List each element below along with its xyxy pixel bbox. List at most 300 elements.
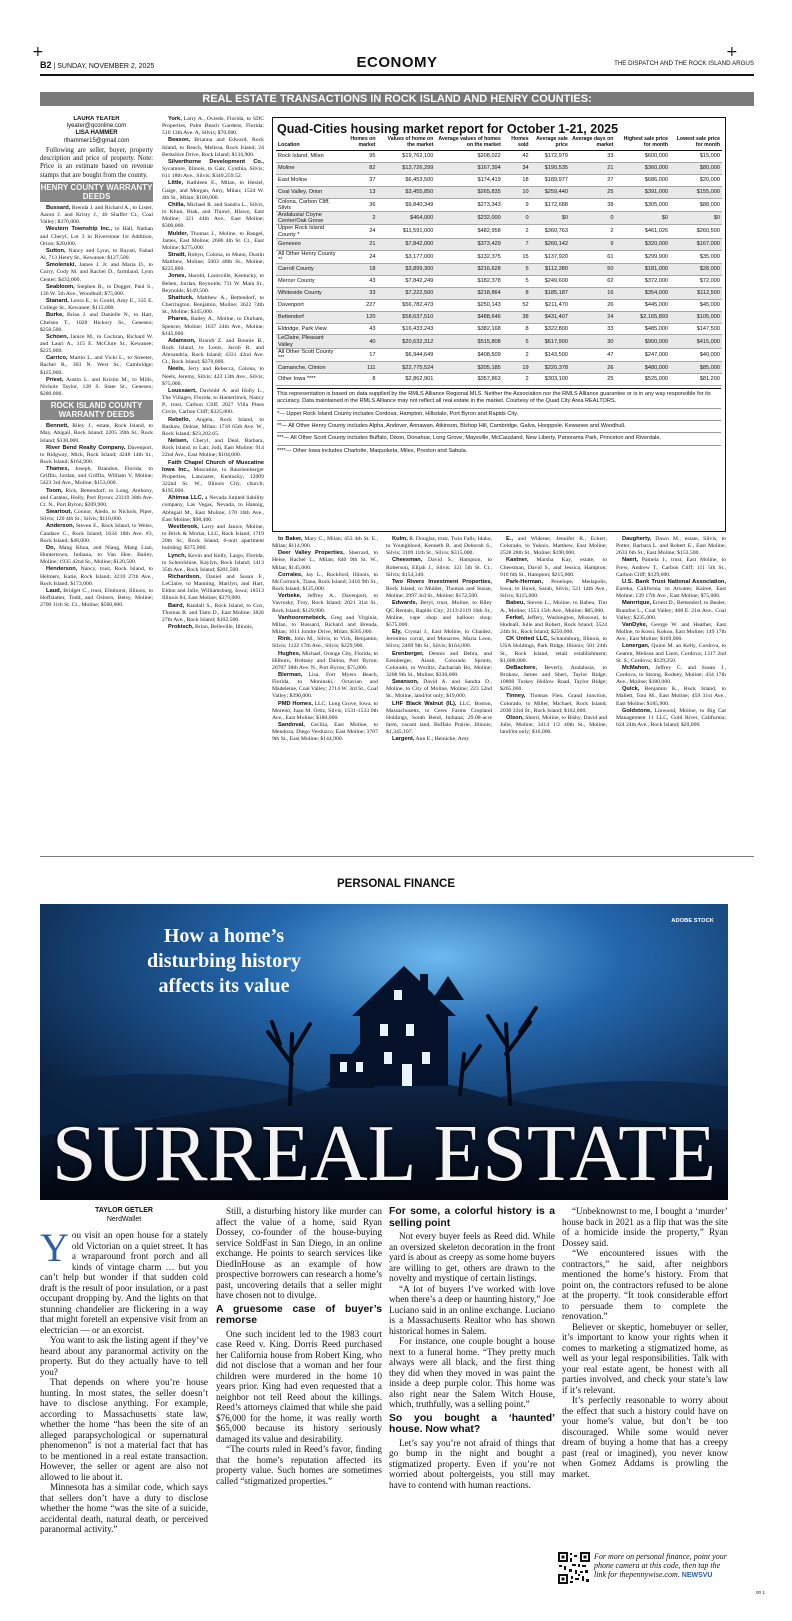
table-cell: $132,375 bbox=[435, 250, 502, 263]
table-cell: 52 bbox=[503, 299, 531, 311]
entry-seller: Beason, bbox=[168, 137, 191, 144]
table-title: Quad-Cities housing market report for October 1-21, 2025 bbox=[277, 122, 619, 136]
entry-seller: Western Township Inc., bbox=[46, 226, 113, 233]
table-cell: 26 bbox=[570, 362, 616, 374]
transaction-entry: Deer Valley Properties, Sherrard, to Heise, Rachel L., Milan; 840 9th St. W., Milan; $145,000. bbox=[272, 550, 378, 571]
column-header: Highest sale price for month bbox=[615, 136, 670, 151]
entry-seller: Mulder, bbox=[168, 230, 188, 237]
table-cell: 2 bbox=[503, 225, 531, 238]
article-paragraph: Not every buyer feels as Reed did. While an oversized skeleton decoration in the front yard is about as creepy as some home buyers are willing to get, others are drawn to the novelty and mystique of certain listings. bbox=[389, 1231, 555, 1283]
transaction-entry: U.S. Bank Trust National Association, Eureka, California, to Atwater, Kairee, East Moline; 139 17th Ave., East Moline; $75,000. bbox=[616, 578, 726, 600]
entry-seller: Two Rivers Investment Properties, bbox=[392, 578, 492, 585]
listing-column-1 bbox=[40, 116, 153, 846]
transaction-entry: Henderson, Nancy, trust, Rock Island, to Helmers, Katie, Rock Island; 4210 27th Ave., Rock Island; $173,000. bbox=[40, 566, 153, 587]
table-cell: $3,455,850 bbox=[377, 186, 435, 198]
article-column-2 bbox=[216, 1206, 382, 1606]
table-cell: $260,142 bbox=[531, 238, 570, 250]
table-cell: 0 bbox=[570, 211, 616, 224]
entry-seller: Lynch, bbox=[168, 552, 187, 559]
table-row bbox=[276, 374, 722, 386]
listing-column-2 bbox=[162, 116, 264, 846]
entry-seller: Loussaert, bbox=[168, 387, 197, 394]
transaction-entry: Goldstone, Linwood, Moline, to Big Cat Management 11 LLC, Gold River, California; 624 24th Ave., Rock Island; $20,000. bbox=[616, 707, 726, 729]
table-cell: 5 bbox=[503, 264, 531, 276]
table-cell: 10 bbox=[503, 186, 531, 198]
table-cell: $360,000 bbox=[615, 162, 670, 174]
table-cell: Carroll County bbox=[276, 264, 342, 276]
entry-seller: Richardson, bbox=[168, 574, 201, 580]
transaction-entry: Nelsen, Cheryl, and Deal, Barbara, Rock Island, to Lair, Jodi, East Moline; 914 22nd Ave., East Moline; $104,000. bbox=[162, 438, 264, 459]
footnote: ****— Other Iowa includes Charlotte, Maquoketa, Miles, Preston and Sabula. bbox=[277, 445, 721, 457]
table-cell: $218,864 bbox=[435, 287, 502, 299]
masthead bbox=[40, 52, 754, 76]
qr-code[interactable] bbox=[558, 1552, 590, 1584]
transaction-entry: CK United LLC, Schaumburg, Illinois, to USA Holdings, Park Ridge, Illinois; 501 24th St., Rock Island, retail establishment; $1,688,000. bbox=[500, 636, 607, 664]
table-cell: 227 bbox=[342, 299, 377, 311]
table-cell: 43 bbox=[342, 275, 377, 287]
table-cell: Rock Island, Milan bbox=[276, 151, 342, 163]
entry-seller: Sutton, bbox=[46, 247, 66, 254]
haunted-house-illustration bbox=[40, 904, 728, 1200]
author-email: lyeater@qconline.com bbox=[66, 123, 127, 130]
table-cell: $259,440 bbox=[531, 186, 570, 198]
article-author: TAYLOR GETLER bbox=[95, 1207, 153, 1214]
transaction-entry: Western Township Inc., to Hall, Nathan and Cheryl, Lot 3 in Riverstone 1st Addition, Orion; $20,000. bbox=[40, 226, 153, 247]
issue-date: SUNDAY, NOVEMBER 2, 2025 bbox=[57, 63, 155, 70]
transaction-entry: Bussard, Brenda J. and Richard A., to Lister, Aaron J. and Kristy J., 40 Shaffer Ct., Coal Valley; $370,000. bbox=[40, 205, 153, 226]
transaction-entry: Chilla, Michael R. and Sandra L., Silvis, to Khun, Biak, and Thiawl, Hlawn, East Moline; 321 44th Ave., East Moline; $300,000. bbox=[162, 201, 264, 230]
table-cell: 25 bbox=[570, 374, 616, 386]
article-paragraph bbox=[40, 1225, 208, 1335]
footnote: *— Upper Rock Island County includes Cordova, Hampton, Hillsdale, Port Byron and Rapids City. bbox=[277, 408, 721, 420]
transaction-entry: Ely, Crystal J., East Moline, to Chaidez, Jeronimo corral, and Monarres, Maria Leon, Silvis; 2409 9th St., Silvis; $164,000. bbox=[386, 629, 492, 650]
entry-seller: Schoen, bbox=[46, 333, 69, 340]
entry-seller: Shattuck, bbox=[168, 294, 194, 301]
transaction-entry: Kastner, Marsha Kay, estate, to Cheesman, David S., and Jessica, Hampton; 916 6th St., Hampton; $215,000. bbox=[500, 557, 607, 578]
table-cell: $7,842,000 bbox=[377, 238, 435, 250]
entry-seller: Tinney, bbox=[506, 693, 526, 700]
table-cell: $485,000 bbox=[615, 323, 670, 335]
column-header: Average sale price bbox=[531, 136, 570, 151]
table-row bbox=[276, 299, 722, 311]
table-cell: 19 bbox=[503, 362, 531, 374]
entry-seller: Verbeke, bbox=[278, 593, 302, 600]
table-cell: 2 bbox=[503, 374, 531, 386]
table-cell: $220,378 bbox=[531, 362, 570, 374]
column-header: Average values of homes on the market bbox=[435, 136, 502, 151]
table-row bbox=[276, 275, 722, 287]
table-cell: Davenport bbox=[276, 299, 342, 311]
transaction-entry: Babeu, Steven L., Moline, to Babeu, Tim A., Moline; 1553 15th Ave., Moline; $85,000. bbox=[500, 600, 607, 614]
entry-seller: Silverthorne Development Co., bbox=[168, 158, 264, 165]
article-column-1 bbox=[40, 1206, 208, 1606]
transaction-entry: Baird, Randall S., Rock Island, to Cox, Thomas R. and Tami D., East Moline; 3826 27th Ave., Rock Island; $102,500. bbox=[162, 602, 264, 623]
table-cell: $3,899,300 bbox=[377, 264, 435, 276]
table-cell: $81,200 bbox=[670, 374, 722, 386]
entry-seller: Ferkel, bbox=[506, 614, 525, 621]
table-cell: 25 bbox=[570, 186, 616, 198]
transaction-entry: Jones, Harold, Louisville, Kentucky, to Behen, Jordan, Reynolds; 711 W. Main St., Reynolds; $149,500. bbox=[162, 273, 264, 294]
entry-seller: Baird, bbox=[168, 602, 185, 609]
table-row bbox=[276, 311, 722, 323]
article-paragraph: “A lot of buyers I’ve worked with love when there’s a deep or haunting history,” Joe Luciano said in an online exchange. Luciano is a Massachusetts Realtor who has shown historical homes in Salem. bbox=[389, 1283, 555, 1336]
table-row bbox=[276, 198, 722, 211]
transaction-entry: Tinney, Thomas Flen, Grand Junction, Colorado, to Miller, Michael, Rock Island; 2030 33rd St., Rock Island; $162,000. bbox=[500, 693, 607, 714]
transaction-entry: York, Larry A., Oviedo, Florida, to SDC Properties, Palm Beach Gardens, Florida; 510 13th Ave. A, Silvis; $70,000. bbox=[162, 116, 264, 137]
transaction-entry: Little, Kathleen E., Milan, to Hetzel, Gaige, and Morgan, Amy, Milan; 1524 W. 4th St., Milan; $180,000. bbox=[162, 180, 264, 201]
entry-seller: Chilla, bbox=[168, 201, 186, 208]
table-cell: 27 bbox=[570, 174, 616, 186]
housing-market-report bbox=[272, 117, 726, 532]
entry-seller: Seabloom, bbox=[46, 283, 75, 290]
table-cell: $3,177,000 bbox=[377, 250, 435, 263]
table-row bbox=[276, 174, 722, 186]
table-cell: $464,000 bbox=[377, 211, 435, 224]
entry-seller: Kastner, bbox=[506, 557, 529, 564]
page-info: B2 | SUNDAY, NOVEMBER 2, 2025 bbox=[40, 60, 155, 70]
table-cell: Moline bbox=[276, 162, 342, 174]
table-cell: $482,958 bbox=[435, 225, 502, 238]
transaction-entry: McMahon, Jeffrey C. and Susan J., Cordova, to Strong, Rodney, Moline; 434 17th Ave., Moline; $180,000. bbox=[616, 664, 726, 686]
table-cell: 47 bbox=[570, 348, 616, 361]
listing-column-3 bbox=[272, 536, 378, 846]
author-email: rlhammer15@gmail.com bbox=[63, 137, 130, 144]
table-cell: 37 bbox=[342, 174, 377, 186]
table-cell: $320,000 bbox=[615, 238, 670, 250]
transaction-entry: DeBackere, Beverly, Andalusia, to Brokaw, James and Sheri, Taylor Ridge; 10808 Turkey Hollow Road, Taylor Ridge; $265,000. bbox=[500, 664, 607, 693]
table-cell: $143,500 bbox=[531, 348, 570, 361]
table-cell: 9 bbox=[503, 198, 531, 211]
subheading: A gruesome case of buyer’s remorse bbox=[216, 1303, 382, 1326]
table-cell: $80,000 bbox=[670, 162, 722, 174]
entry-seller: Henderson, bbox=[46, 566, 78, 573]
transaction-entry: Anderson, Steven E., Rock Island, to Weiss, Candace C., Rock Island; 1634 18th Ave. #3, Rock Island; $48,000. bbox=[40, 523, 153, 544]
table-cell: $137,920 bbox=[531, 250, 570, 263]
transaction-entry: Stanard, Leora E., to Gould, Amy E., 335 E. College St., Kewanee; $115,000. bbox=[40, 298, 153, 312]
table-cell: $0 bbox=[531, 211, 570, 224]
entry-seller: Naert, bbox=[622, 557, 639, 564]
table-cell: $105,000 bbox=[670, 311, 722, 323]
transaction-entry: Swartout, Connor, Aledo, to Nichols, Piper, Silvis; 120 4th St., Silvis; $110,000. bbox=[40, 509, 153, 523]
transaction-entry: Neels, Jerry and Rebecca, Colona, to Neels, Jeremy, Silvis; 423 13th Ave., Silvis; $75,000. bbox=[162, 366, 264, 387]
registration-mark: + bbox=[726, 44, 738, 60]
table-cell: $19,762,100 bbox=[377, 151, 435, 163]
table-cell: $408,509 bbox=[435, 348, 502, 361]
table-row bbox=[276, 151, 722, 163]
transaction-entry: Kulm, R. Douglas, trust, Twin Falls, Idaho, to Youngblood, Kenneth R. and Deborah S., Silvis; 3109 11th St., Silvis; $315,000. bbox=[386, 536, 492, 557]
kicker-headline: How a home’s disturbing history affects its value bbox=[147, 925, 301, 997]
table-cell: $250,143 bbox=[435, 299, 502, 311]
transaction-entry: Loussaert, Davbidd A. and Holly L., The Villages, Florida, to Hamerlinck, Nancy P., trust, Carbon Cliff; 2027 Villa Pines Circle, Carbon Cliff; $325,000. bbox=[162, 387, 264, 416]
table-disclaimer: This representation is based on data supplied by the RMLS Alliance Regional MLS. Neither the Association nor the RMLS Alliance guarantee or is in any way responsible for its accuracy. Data maintained in the RMLS Alliance may not reflect all real estate in the market. Courtesy of the Quad City Area REALTORS. bbox=[277, 388, 721, 408]
transaction-entry: Swanson, David A. and Sandra D., Moline, to City of Moline, Moline; 223 52nd St., Moline, land/lot only; $19,000. bbox=[386, 679, 492, 700]
article-paragraph: “We encountered issues with the contractors,” he said, after neighbors mentioned the home’s history. From that point on, the contractors refused to be alone at the property. “It took considerable effort to persuade them to complete the renovation.” bbox=[562, 1248, 728, 1321]
transaction-entry: Hughes, Michael, Orange City, Florida, to Hilburn, Brittany and Dalton, Port Byron; 20707 38th Ave. N., Port Byron; $75,000. bbox=[272, 650, 378, 671]
table-cell: 8 bbox=[503, 287, 531, 299]
table-cell: $40,000 bbox=[670, 348, 722, 361]
table-cell: $72,000 bbox=[670, 275, 722, 287]
table-cell: $0 bbox=[670, 211, 722, 224]
entry-seller: Faith Chapel Church of Muscatine Iowa Inc., bbox=[162, 459, 264, 473]
table-cell: $299,900 bbox=[615, 250, 670, 263]
transaction-entry: Shattuck, Matthew A., Bettendorf, to Cherrington, Benjamin, Moline; 3622 74th St., Moline; $345,000. bbox=[162, 294, 264, 316]
table-cell: 5 bbox=[503, 275, 531, 287]
table-cell: $488,646 bbox=[435, 311, 502, 323]
transaction-entry: Largent, Ann E.; Heinicke, Amy bbox=[392, 736, 470, 743]
table-cell: Mercer County bbox=[276, 275, 342, 287]
table-cell: $56,782,473 bbox=[377, 299, 435, 311]
table-cell: $167,000 bbox=[670, 238, 722, 250]
entry-seller: Stradt, bbox=[168, 251, 187, 258]
entry-seller: Burke, bbox=[46, 312, 64, 319]
transaction-entry: Corrales, Jay L., Rockford, Illinois, to McCormick, Tiana, Rock Island; 3416 9th St., Rock Island; $125,000. bbox=[272, 571, 378, 593]
transaction-entry: Richardson, Daniel and Susan F., LeClaire, to Manning, Marilyn, and Hart, Eldon and Julie, Williamsburg, Iowa; 18513 Illinois 84, East Moline; $379,000. bbox=[162, 574, 264, 602]
transaction-entry: Prokisch, Brian, Belleville, Illinois, bbox=[168, 624, 254, 631]
table-cell: 33 bbox=[342, 287, 377, 299]
entry-seller: Priest, bbox=[46, 376, 64, 383]
table-cell: $391,000 bbox=[615, 186, 670, 198]
entry-seller: River Bend Realty Company, bbox=[46, 444, 126, 451]
transaction-entry: Daugherty, Dawn M., estate, Silvis, to Potter, Barbara L. and Robert E., East Moline; 2633 6th St., East Moline; $153,500. bbox=[616, 536, 726, 557]
table-cell: $273,343 bbox=[435, 198, 502, 211]
transaction-entry: Stradt, Robyn, Colona, to Munn, Dustin Matthew, Moline; 5003 48th St., Moline; $225,800. bbox=[162, 251, 264, 273]
table-row bbox=[276, 225, 722, 238]
transaction-entry: Verbeke, Jeffrey A., Davenport, to Vavrosky, Troy, Rock Island; 2021 31st St., Rock Island; $129,900. bbox=[272, 593, 378, 614]
table-cell: $185,187 bbox=[531, 287, 570, 299]
table-cell: $515,808 bbox=[435, 335, 502, 348]
table-cell: $354,000 bbox=[615, 287, 670, 299]
transactions-banner: REAL ESTATE TRANSACTIONS IN ROCK ISLAND AND HENRY COUNTIES: bbox=[40, 92, 754, 106]
table-cell: $20,632,312 bbox=[377, 335, 435, 348]
transaction-entry: Carrico, Martin L. and Vicki L., to Streeter, Rachel R., 303 N. West St., Cambridge; $125,000. bbox=[40, 355, 153, 376]
transaction-entry: Park-Herman, Penelope, Medapolis, Iowa, to Hawk, Sarah, Silvis; 521 14th Ave., Silvis; $115,000. bbox=[500, 578, 607, 600]
table-cell: $112,500 bbox=[670, 287, 722, 299]
table-cell: $182,378 bbox=[435, 275, 502, 287]
table-cell: $174,419 bbox=[435, 174, 502, 186]
article-paragraph: That depends on where you’re house hunting. In most states, the seller doesn’t have to disclose anything. For example, according to Massachusetts state law, whether the home “has been the site of an alleged parapsychological or supernatural phenomenon” is not a material fact that has to be mentioned in a real estate transaction. However, the seller or agent are also not allowed to lie about it. bbox=[40, 1377, 208, 1482]
table-cell: $247,000 bbox=[615, 348, 670, 361]
article-paragraph: “Unbeknownst to me, I bought a ‘murder’ house back in 2021 as a flip that was the site of a homicide inside the property,” Ryan Dossey said. bbox=[562, 1206, 728, 1248]
transaction-entry: Bennett, Riley J., estate, Rock Island, to May, Abigail, Rock Island; 2205 39th St., Rock Island; $130,000. bbox=[40, 423, 153, 444]
entry-seller: Stanard, bbox=[46, 298, 69, 305]
transaction-entry: Olson, Sherri, Moline, to Bisby, David and Julie, Moline; 3414 1/2 40th St., Moline, land/lot only; $16,000. bbox=[500, 714, 607, 736]
entry-seller: Rink, bbox=[278, 636, 292, 643]
author-name: LAURA YEATER bbox=[73, 116, 120, 122]
table-cell: Coal Valley, Orion bbox=[276, 186, 342, 198]
table-cell: Andalusia/ Coyne Center/Oak Grove bbox=[276, 211, 342, 224]
table-cell: $232,000 bbox=[435, 211, 502, 224]
transaction-entry: Ferkel, Jeffery, Washington, Missouri, to Hudnall, Julie and Robert, Rock Island; 3524 24th St., Rock Island; $250,000. bbox=[500, 614, 607, 636]
transaction-entry: Quick, Benjamin K., Rock Island, to Mallett, Toni M., East Moline; 459 31st Ave., East Moline; $185,900. bbox=[616, 686, 726, 707]
entry-seller: Olson, bbox=[506, 714, 524, 721]
transaction-entry: Erenberger, Dennis and Debra, and Erenberger, Aleah, Colorado Sprints, Colorado, to Worlitz, Zachariah Bo, Moline; 3208 9th St., Moline; $330,000. bbox=[386, 650, 492, 678]
table-cell: $58,637,510 bbox=[377, 311, 435, 323]
transaction-entry: Do, Mang Khua, and Niang, Mang Lian, Huntertown, Indiana, to Van Hoe, Bailey, Moline; 1935 42nd St., Moline; $120,500. bbox=[40, 544, 153, 566]
column-header: Average days on market bbox=[570, 136, 616, 151]
table-cell: $7,842,249 bbox=[377, 275, 435, 287]
transaction-entry: Beason, Brianna and Edward, Rock Island, to Beach, Melissa, Rock Island; 24 Berkshire Drive, Rock Island; $134,900. bbox=[162, 137, 264, 158]
table-cell: $190,535 bbox=[531, 162, 570, 174]
footnote: **— All Other Henry County includes Alpha, Andover, Annawan, Atkinson, Bishop Hill, Cambridge, Galva, Hooppole, Kewanee and Woodhull. bbox=[277, 420, 721, 432]
entry-seller: Little, bbox=[168, 180, 184, 187]
table-cell: 34 bbox=[503, 162, 531, 174]
table-cell: 21 bbox=[342, 238, 377, 250]
article-column-4 bbox=[562, 1206, 728, 1550]
table-cell: Geneseo bbox=[276, 238, 342, 250]
entry-seller: Largent, bbox=[392, 736, 415, 743]
personal-finance-header: PERSONAL FINANCE bbox=[337, 878, 455, 890]
entry-seller: PMD Homes, bbox=[278, 700, 313, 707]
entry-seller: Anderson, bbox=[46, 523, 75, 530]
table-cell: $431,407 bbox=[531, 311, 570, 323]
section-header-henry: HENRY COUNTY WARRANTY DEEDS bbox=[40, 183, 153, 201]
table-cell: $172,979 bbox=[531, 151, 570, 163]
table-row bbox=[276, 264, 722, 276]
entry-seller: Kulm, bbox=[392, 536, 408, 542]
transaction-entry: to Baker, Mary C., Milan; 453 4th St. E., Milan; $114,900. bbox=[272, 536, 378, 550]
table-cell: 61 bbox=[570, 250, 616, 263]
entry-seller: Deer Valley Properties, bbox=[278, 550, 345, 557]
table-cell: 33 bbox=[570, 151, 616, 163]
entry-seller: Park-Herman, bbox=[506, 578, 543, 585]
table-cell: 0 bbox=[503, 211, 531, 224]
table-cell: $461,026 bbox=[615, 225, 670, 238]
table-cell: 30 bbox=[570, 335, 616, 348]
entry-seller: Swanson, bbox=[392, 679, 419, 686]
housing-market-table bbox=[276, 136, 722, 386]
transaction-entry: Vanhooremebeck, Greg and Virginia, Milan, to Bussard, Richard and Brenda, Milan; 1611 Jondre Drive, Milan; $565,000. bbox=[272, 614, 378, 636]
table-cell: 43 bbox=[342, 323, 377, 335]
table-cell: $216,628 bbox=[435, 264, 502, 276]
column-header: Homes on market bbox=[342, 136, 377, 151]
entry-seller: Manrrique, bbox=[622, 600, 652, 607]
footer-code: 00 1 bbox=[756, 1590, 765, 1595]
table-cell: 62 bbox=[570, 275, 616, 287]
table-cell: $155,000 bbox=[670, 186, 722, 198]
table-cell: 18 bbox=[342, 264, 377, 276]
entry-seller: Westbrook, bbox=[168, 523, 199, 530]
entry-seller: Ely, bbox=[392, 629, 402, 636]
column-header: Values of home on the market bbox=[377, 136, 435, 151]
promo-text bbox=[594, 1552, 734, 1581]
listing-column-4 bbox=[386, 536, 492, 846]
entry-seller: Jones, bbox=[168, 273, 187, 280]
transaction-entry: Phares, Bailey A., Moline, to Durham, Spencer, Moline; 1637 24th Ave., Moline; $145,000. bbox=[162, 316, 264, 337]
registration-mark: + bbox=[32, 44, 44, 60]
transaction-entry: Westbrook, Larry and Janice, Moline, to Brick & Mortar, LLC, Rock Island; 1719 20th St., Rock Island, 6-unit apartment building; $375,000. bbox=[162, 523, 264, 552]
article-paragraph: For instance, one couple bought a house next to a funeral home. “They pretty much always were all black, and the first thing they did when they moved in was paint the inside a deep purple color. This home was also right near the Salem Witch House, which, truthfully, was a selling point.” bbox=[389, 1336, 555, 1409]
table-cell: Camanche, Clinton bbox=[276, 362, 342, 374]
transaction-entry: VanDyke, George W. and Heather, East Moline, to Kossi, Kokou, East Moline; 149 17th Ave., East Moline; $169,000. bbox=[616, 621, 726, 643]
entry-seller: Neels, bbox=[168, 366, 185, 373]
table-cell: $357,863 bbox=[435, 374, 502, 386]
table-cell: $208,022 bbox=[435, 151, 502, 163]
table-cell: $189,977 bbox=[531, 174, 570, 186]
table-cell: $45,000 bbox=[670, 299, 722, 311]
transaction-entry: E., and Widener, Jennifer R., Eckert, Colorado, to Yuknix, Matthew, East Moline; 2528 28th St., Moline; $190,000. bbox=[500, 536, 607, 557]
table-cell: $373,429 bbox=[435, 238, 502, 250]
entry-seller: E., bbox=[506, 536, 513, 542]
table-cell: 42 bbox=[503, 151, 531, 163]
transaction-entry: Laud, Bridget C., trust, Elmhurst, Illinois, to Hoffstatter, Todd, and Osborn, Betsy, Moline; 2700 11th St. Ct., Moline; $560,000. bbox=[40, 587, 153, 609]
paper-name: THE DISPATCH AND THE ROCK ISLAND ARGUS bbox=[614, 60, 754, 67]
table-cell: $372,000 bbox=[615, 275, 670, 287]
section-divider bbox=[40, 856, 754, 857]
table-cell: $2,165,893 bbox=[615, 311, 670, 323]
table-cell: $260,500 bbox=[670, 225, 722, 238]
table-cell: $600,000 bbox=[615, 151, 670, 163]
entry-seller: Laud, bbox=[46, 587, 62, 594]
table-cell: $0 bbox=[615, 211, 670, 224]
transaction-entry: Lonergan, Quinn M. an Kelly, Cordova, to Gearen, Melissa and Liem, Cordova; 1317 2nd St. S., Cordova; $129,250. bbox=[616, 643, 726, 664]
entry-seller: McMahon, bbox=[622, 664, 650, 671]
table-cell: 17 bbox=[342, 348, 377, 361]
entry-seller: Hughes, bbox=[278, 650, 301, 657]
main-headline: SURREAL ESTATE bbox=[52, 1110, 716, 1198]
table-cell: $13,726,299 bbox=[377, 162, 435, 174]
table-cell: Other Iowa **** bbox=[276, 374, 342, 386]
table-cell: $172,688 bbox=[531, 198, 570, 211]
table-cell: 2 bbox=[503, 348, 531, 361]
entry-seller: Phares, bbox=[168, 316, 189, 323]
footnote: ***— All Other Scott County includes Buffalo, Dixon, Donahue, Long Grove, Maysville, McCausland, New Liberty, Panorama Park, Princeton and Riverdale. bbox=[277, 432, 721, 444]
table-cell: $7,222,500 bbox=[377, 287, 435, 299]
transaction-entry: Mulder, Thomas J., Moline, to Rangel, James, East Moline; 2606 4th St. Ct., East Moline; $275,000. bbox=[162, 230, 264, 251]
transaction-entry: Rebello, Angela, Rock Island, to Bashaw, Delrae, Milan; 1718 65th Ave. W., Rock Island; $23,202.65. bbox=[162, 416, 264, 437]
table-cell: East Moline bbox=[276, 174, 342, 186]
transaction-entry: Edwards, Beryl, trust, Moline, to Riley QC Rentals, Rapids City; 2113-2119 16th St., Moline, vape shop and balloon shop; $575,000. bbox=[386, 600, 492, 628]
table-row bbox=[276, 287, 722, 299]
table-cell: Eldridge, Park View bbox=[276, 323, 342, 335]
table-cell: $415,000 bbox=[670, 335, 722, 348]
entry-seller: Sandoval, bbox=[278, 722, 305, 729]
transaction-entry: Naert, Pamela J., trust, East Moline, to Frew, Andrew T., Carbon Cliff; 111 5th St., Carbon Cliff; $129,000. bbox=[616, 557, 726, 578]
transaction-entry: Silverthorne Development Co., Sycamore, Illinois, to Gair, Cynthia, Silvis; 611 18th Ave., Silvis; $340,259.52. bbox=[162, 158, 264, 180]
table-cell: $20,000 bbox=[670, 174, 722, 186]
table-cell: $205,185 bbox=[435, 362, 502, 374]
table-cell: $35,000 bbox=[670, 250, 722, 263]
article-paragraph: One such incident led to the 1983 court case Reed v. King. Dorris Reed purchased her California house from Robert King, who did not disclose that a woman and her four children were murdered in the home 10 years prior. King had even requested that a neighbor not tell Reed about the killings. Reed’s attorneys claimed that while she paid $76,000 for the home, it was really worth $65,000 because its history seriously damaged its value and desirability. bbox=[216, 1328, 382, 1444]
article-paragraph: You want to ask the listing agent if they’ve heard about any paranormal activity on the property. But do they actually have to tell you? bbox=[40, 1335, 208, 1377]
table-cell: $112,380 bbox=[531, 264, 570, 276]
author-name: LISA HAMMER bbox=[75, 130, 118, 137]
entry-seller: Vanhooremebeck, bbox=[278, 614, 327, 621]
table-cell: $147,500 bbox=[670, 323, 722, 335]
table-cell: 40 bbox=[342, 335, 377, 348]
table-cell: $22,775,524 bbox=[377, 362, 435, 374]
transaction-entry: Burke, Brian J. and Danielle N., to Hart, Chelsea T., 1028 Hickory St., Geneseo; $250,500. bbox=[40, 312, 153, 333]
transaction-entry: Cheesman, David S., Hampton, to Roberson, Elijah J., Silvis; 321 5th St. Ct., Silvis; $154,340. bbox=[386, 557, 492, 578]
entry-seller: Do, bbox=[46, 544, 56, 551]
table-cell: $2,862,901 bbox=[377, 374, 435, 386]
transaction-entry: Faith Chapel Church of Muscatine Iowa Inc., Muscatine, to Raushenberger Properties, Lancaster, Kentucky; 12009 322nd St. W., Illinois City, church; $195,000. bbox=[162, 459, 264, 495]
table-cell: 24 bbox=[342, 225, 377, 238]
entry-seller: Adamson, bbox=[168, 337, 196, 344]
entry-seller: CK United LLC, bbox=[506, 636, 549, 643]
table-cell: 21 bbox=[570, 162, 616, 174]
table-cell: $445,000 bbox=[615, 299, 670, 311]
entry-seller: Daugherty, bbox=[622, 536, 652, 542]
table-cell: $167,394 bbox=[435, 162, 502, 174]
entry-seller: Swartout, bbox=[46, 509, 72, 516]
table-cell: 95 bbox=[342, 151, 377, 163]
entry-seller: Bussard, bbox=[46, 205, 71, 211]
table-cell: 2 bbox=[570, 225, 616, 238]
article-paragraph: Still, a disturbing history like murder can affect the value of a home, said Ryan Dossey, co-founder of the house-buying service SoldFast in San Diego, in an online exchange. He points to search services like DiedInHouse as an example of how prospective borrowers can research a home’s past, uncovering details that a seller might have chosen not to divulge. bbox=[216, 1206, 382, 1300]
byline bbox=[40, 116, 153, 145]
entry-seller: LHF Black Walnut (IL), bbox=[392, 700, 457, 707]
table-cell: 13 bbox=[342, 186, 377, 198]
